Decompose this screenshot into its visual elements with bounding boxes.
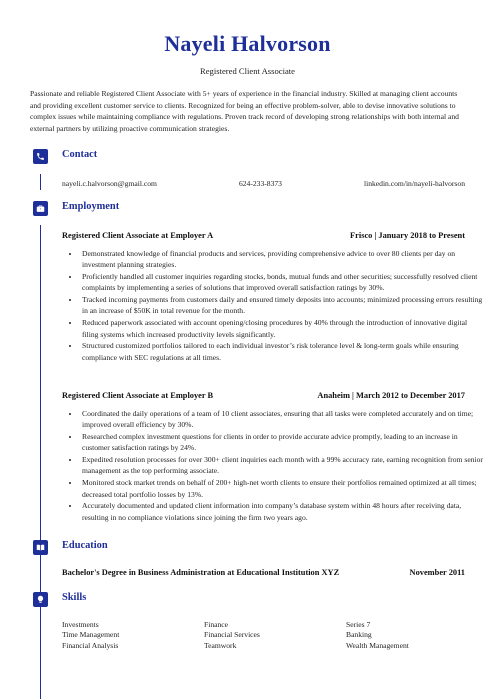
skill-item: Wealth Management xyxy=(346,640,409,650)
bullet-item: • Expedited resolution processes for over 300+ client inquiries each month with a 99% accuracy rate, earning recognition from senior management as the top performing associate. xyxy=(80,454,485,477)
bullet-item: • Proficiently handled all customer inquiries regarding stocks, bonds, mutual funds and other securities; successfully resolved client complaints by implementing a series of solutions that improved overall satisfaction ratings by 30%. xyxy=(80,271,485,294)
lightbulb-icon xyxy=(33,592,48,607)
contact-row xyxy=(62,179,465,188)
summary-paragraph: Passionate and reliable Registered Client Associate with 5+ years of experience in the financial industry. Skilled at managing client accounts and providing excellent customer service to clients. Recognized for being an effective problem-solver, able to devise innovative solutions to complex issues while maintaining compliance with regulations. Proven track record of developing strong relationships with both internal and external partners by utilizing proactive communication strategies. xyxy=(30,89,459,133)
degree-text: Bachelor's Degree in Business Administration at Educational Institution XYZ xyxy=(62,568,340,577)
bullet-item: • Researched complex investment questions for clients in order to provide accurate advice promptly, leading to an increase in customer satisfaction ratings by 24%. xyxy=(80,431,485,454)
contact-heading: Contact xyxy=(62,149,98,160)
skill-item: Financial Services xyxy=(204,630,260,640)
phone-text[interactable]: 624-233-8373 xyxy=(238,179,282,188)
job-title: Registered Client Associate at Employer B xyxy=(62,391,214,400)
skill-item: Time Management xyxy=(62,630,120,640)
job-meta: Anaheim | March 2012 to December 2017 xyxy=(317,391,465,400)
skill-item: Series 7 xyxy=(346,620,371,629)
job-meta: Frisco | January 2018 to Present xyxy=(350,231,465,240)
job-header-a xyxy=(62,231,465,240)
skill-item: Teamwork xyxy=(204,640,237,650)
book-icon xyxy=(33,540,48,555)
bullet-item: • Demonstrated knowledge of financial products and services, providing comprehensive advice to over 80 clients per day on investment planning strategies. xyxy=(80,248,485,271)
email-text[interactable]: nayeli.c.halvorson@gmail.com xyxy=(62,179,157,188)
candidate-name: Nayeli Halvorson xyxy=(164,31,331,56)
linkedin-text[interactable]: linkedin.com/in/nayeli-halvorson xyxy=(363,179,465,188)
bullet-item: • Tracked incoming payments from customers daily and ensured timely deposits into accounts; minimized processing errors resulting in an increase of $50K in total revenue for the month. xyxy=(80,294,485,317)
candidate-title: Registered Client Associate xyxy=(200,66,295,76)
job-title: Registered Client Associate at Employer A xyxy=(62,231,214,240)
education-row xyxy=(62,568,465,577)
main-divider xyxy=(40,225,41,699)
education-date: November 2011 xyxy=(409,568,465,577)
briefcase-icon xyxy=(33,201,48,216)
bullet-item: • Structured customized portfolios tailored to each individual investor’s risk tolerance level & long-term goals while ensuring compliance with SEC regulations at all times. xyxy=(80,340,485,363)
bullet-item: • Reduced paperwork associated with account opening/closing procedures by 40% through the introduction of innovative digital filing systems which increased productivity levels significantly. xyxy=(80,317,485,340)
skill-item: Finance xyxy=(204,620,229,629)
skill-item: Financial Analysis xyxy=(62,640,119,650)
skill-item: Banking xyxy=(346,630,372,640)
bullet-item: • Coordinated the daily operations of a team of 10 client associates, ensuring that all tasks were completed accurately and on time; improved overall efficiency by 30%. xyxy=(80,408,485,431)
phone-icon xyxy=(33,149,48,164)
skills-heading: Skills xyxy=(62,592,87,603)
bullet-item: • Monitored stock market trends on behalf of 200+ high-net worth clients to ensure their portfolios remained optimized at all times; decreased total portfolio losses by 13%. xyxy=(80,477,485,500)
skill-item: Investments xyxy=(62,620,99,629)
education-heading: Education xyxy=(62,540,108,551)
employment-heading: Employment xyxy=(62,201,120,212)
bullet-item: • Accurately documented and updated client information into company’s database system within 48 hours after receiving data, resulting in no compliance violations since joining the firm two years ago. xyxy=(80,500,485,523)
job-bullets-a xyxy=(62,248,485,363)
contact-divider xyxy=(40,174,41,190)
job-header-b xyxy=(62,391,465,400)
job-bullets-b xyxy=(62,408,485,523)
skills-grid xyxy=(62,620,462,650)
